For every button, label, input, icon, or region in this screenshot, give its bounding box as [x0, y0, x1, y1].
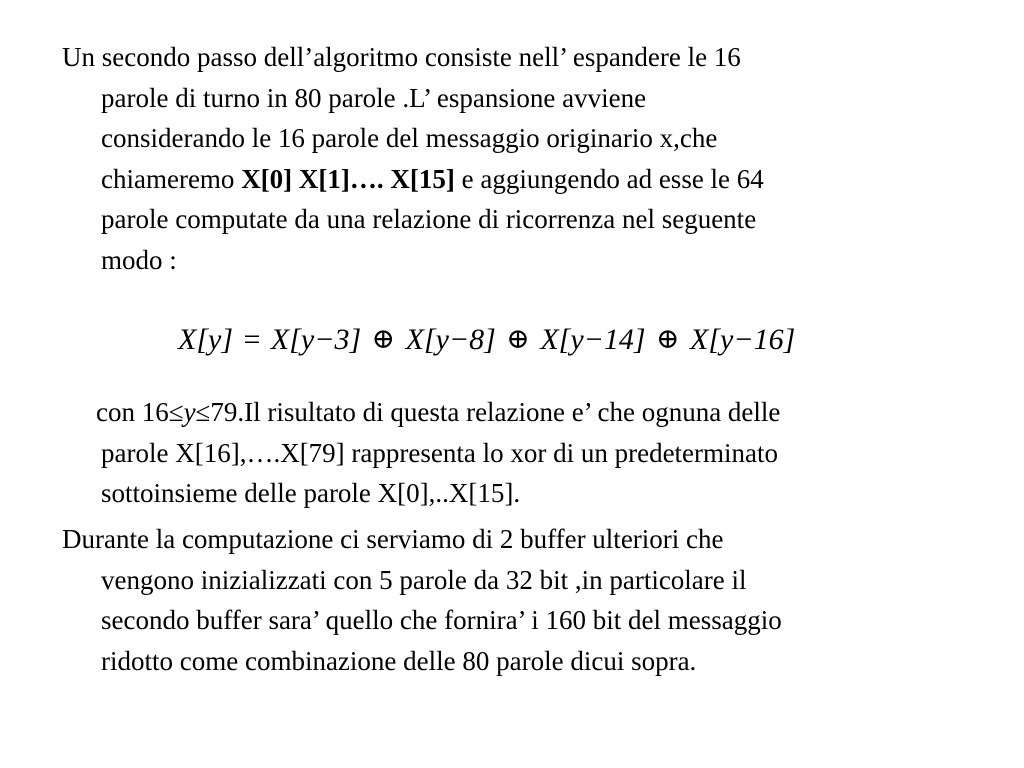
- text-line: considerando le 16 parole del messaggio originario x,che: [101, 123, 718, 153]
- text-segment: ≤79.Il risultato di questa relazione e’ che ognuna delle: [195, 397, 781, 427]
- text-line: secondo buffer sara’ quello che fornira’ i 160 bit del messaggio: [101, 605, 782, 635]
- paragraph-buffers: [62, 519, 982, 681]
- formula-term-1: X[y−3]: [270, 323, 362, 356]
- text-segment: e aggiungendo ad esse le 64: [454, 163, 764, 194]
- formula-lhs: X[y]: [178, 323, 233, 356]
- text-line: sottoinsieme delle parole X[0],..X[15].: [101, 478, 521, 508]
- bold-word-list: X[0] X[1]…. X[15]: [241, 163, 455, 194]
- paragraph-condition: [62, 392, 982, 514]
- text-line: Durante la computazione ci serviamo di 2 buffer ulteriori che: [62, 524, 724, 554]
- text-line: parole X[16],….X[79] rappresenta lo xor di un predeterminato: [101, 437, 779, 468]
- text-line-with-bold: [62, 159, 982, 200]
- formula-term-2: X[y−8]: [405, 323, 496, 356]
- formula-equals: =: [243, 323, 261, 356]
- xor-operator: ⊕: [371, 324, 396, 355]
- text-line: vengono inizializzati con 5 parole da 32 bit ,in particolare il: [101, 564, 747, 595]
- paragraph-intro: [62, 37, 982, 280]
- text-line: parole computate da una relazione di ricorrenza nel seguente: [101, 204, 757, 234]
- xor-operator: ⊕: [506, 324, 530, 355]
- text-line: ridotto come combinazione delle 80 parole dicui sopra.: [101, 645, 697, 676]
- text-line-with-variable: [62, 392, 982, 433]
- text-line: parole di turno in 80 parole .L’ espansione avviene: [101, 82, 647, 113]
- formula-term-3: X[y−14]: [540, 323, 646, 356]
- text-segment: con 16≤: [96, 397, 184, 427]
- formula-term-4: X[y−16]: [690, 323, 796, 356]
- variable-y: y: [183, 397, 196, 427]
- text-line: Un secondo passo dell’algoritmo consiste nell’ espandere le 16: [62, 42, 741, 72]
- recurrence-formula: [178, 318, 795, 363]
- text-line: modo :: [101, 244, 177, 275]
- xor-operator: ⊕: [656, 324, 680, 355]
- text-segment: chiameremo: [101, 163, 242, 194]
